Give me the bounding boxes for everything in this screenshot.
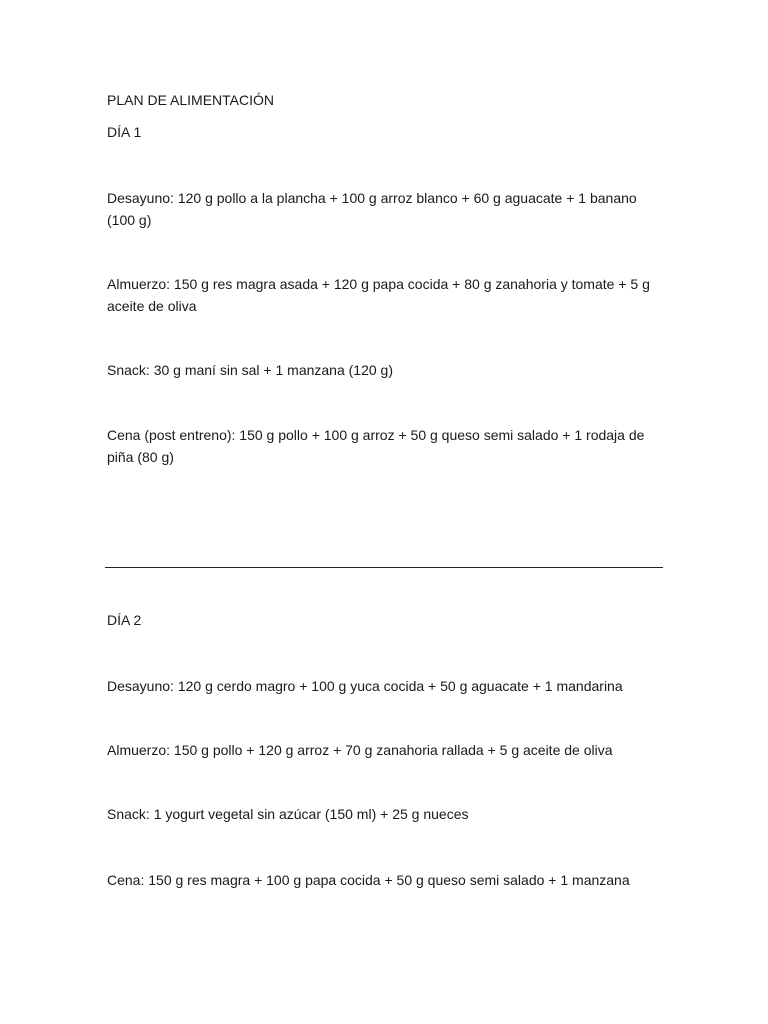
day-2-breakfast: Desayuno: 120 g cerdo magro + 100 g yuca cocida + 50 g aguacate + 1 mandarina — [107, 678, 623, 694]
section-divider — [105, 567, 663, 568]
day-2-lunch: Almuerzo: 150 g pollo + 120 g arroz + 70 g zanahoria rallada + 5 g aceite de oliva — [107, 742, 613, 758]
day-1-dinner: Cena (post entreno): 150 g pollo + 100 g arroz + 50 g queso semi salado + 1 rodaja de piña (80 g) — [107, 427, 645, 465]
day-2-dinner: Cena: 150 g res magra + 100 g papa cocida + 50 g queso semi salado + 1 manzana — [107, 872, 630, 888]
page-title: PLAN DE ALIMENTACIÓN — [107, 92, 275, 108]
day-1-lunch: Almuerzo: 150 g res magra asada + 120 g papa cocida + 80 g zanahoria y tomate + 5 g aceite de oliva — [107, 276, 650, 314]
day-1-snack: Snack: 30 g maní sin sal + 1 manzana (120 g) — [107, 362, 393, 378]
day-1-breakfast: Desayuno: 120 g pollo a la plancha + 100 g arroz blanco + 60 g aguacate + 1 banano (100 g) — [107, 190, 637, 228]
day-1-heading: DÍA 1 — [107, 124, 142, 140]
day-2-snack: Snack: 1 yogurt vegetal sin azúcar (150 ml) + 25 g nueces — [107, 806, 469, 822]
day-2-heading: DÍA 2 — [107, 612, 142, 628]
